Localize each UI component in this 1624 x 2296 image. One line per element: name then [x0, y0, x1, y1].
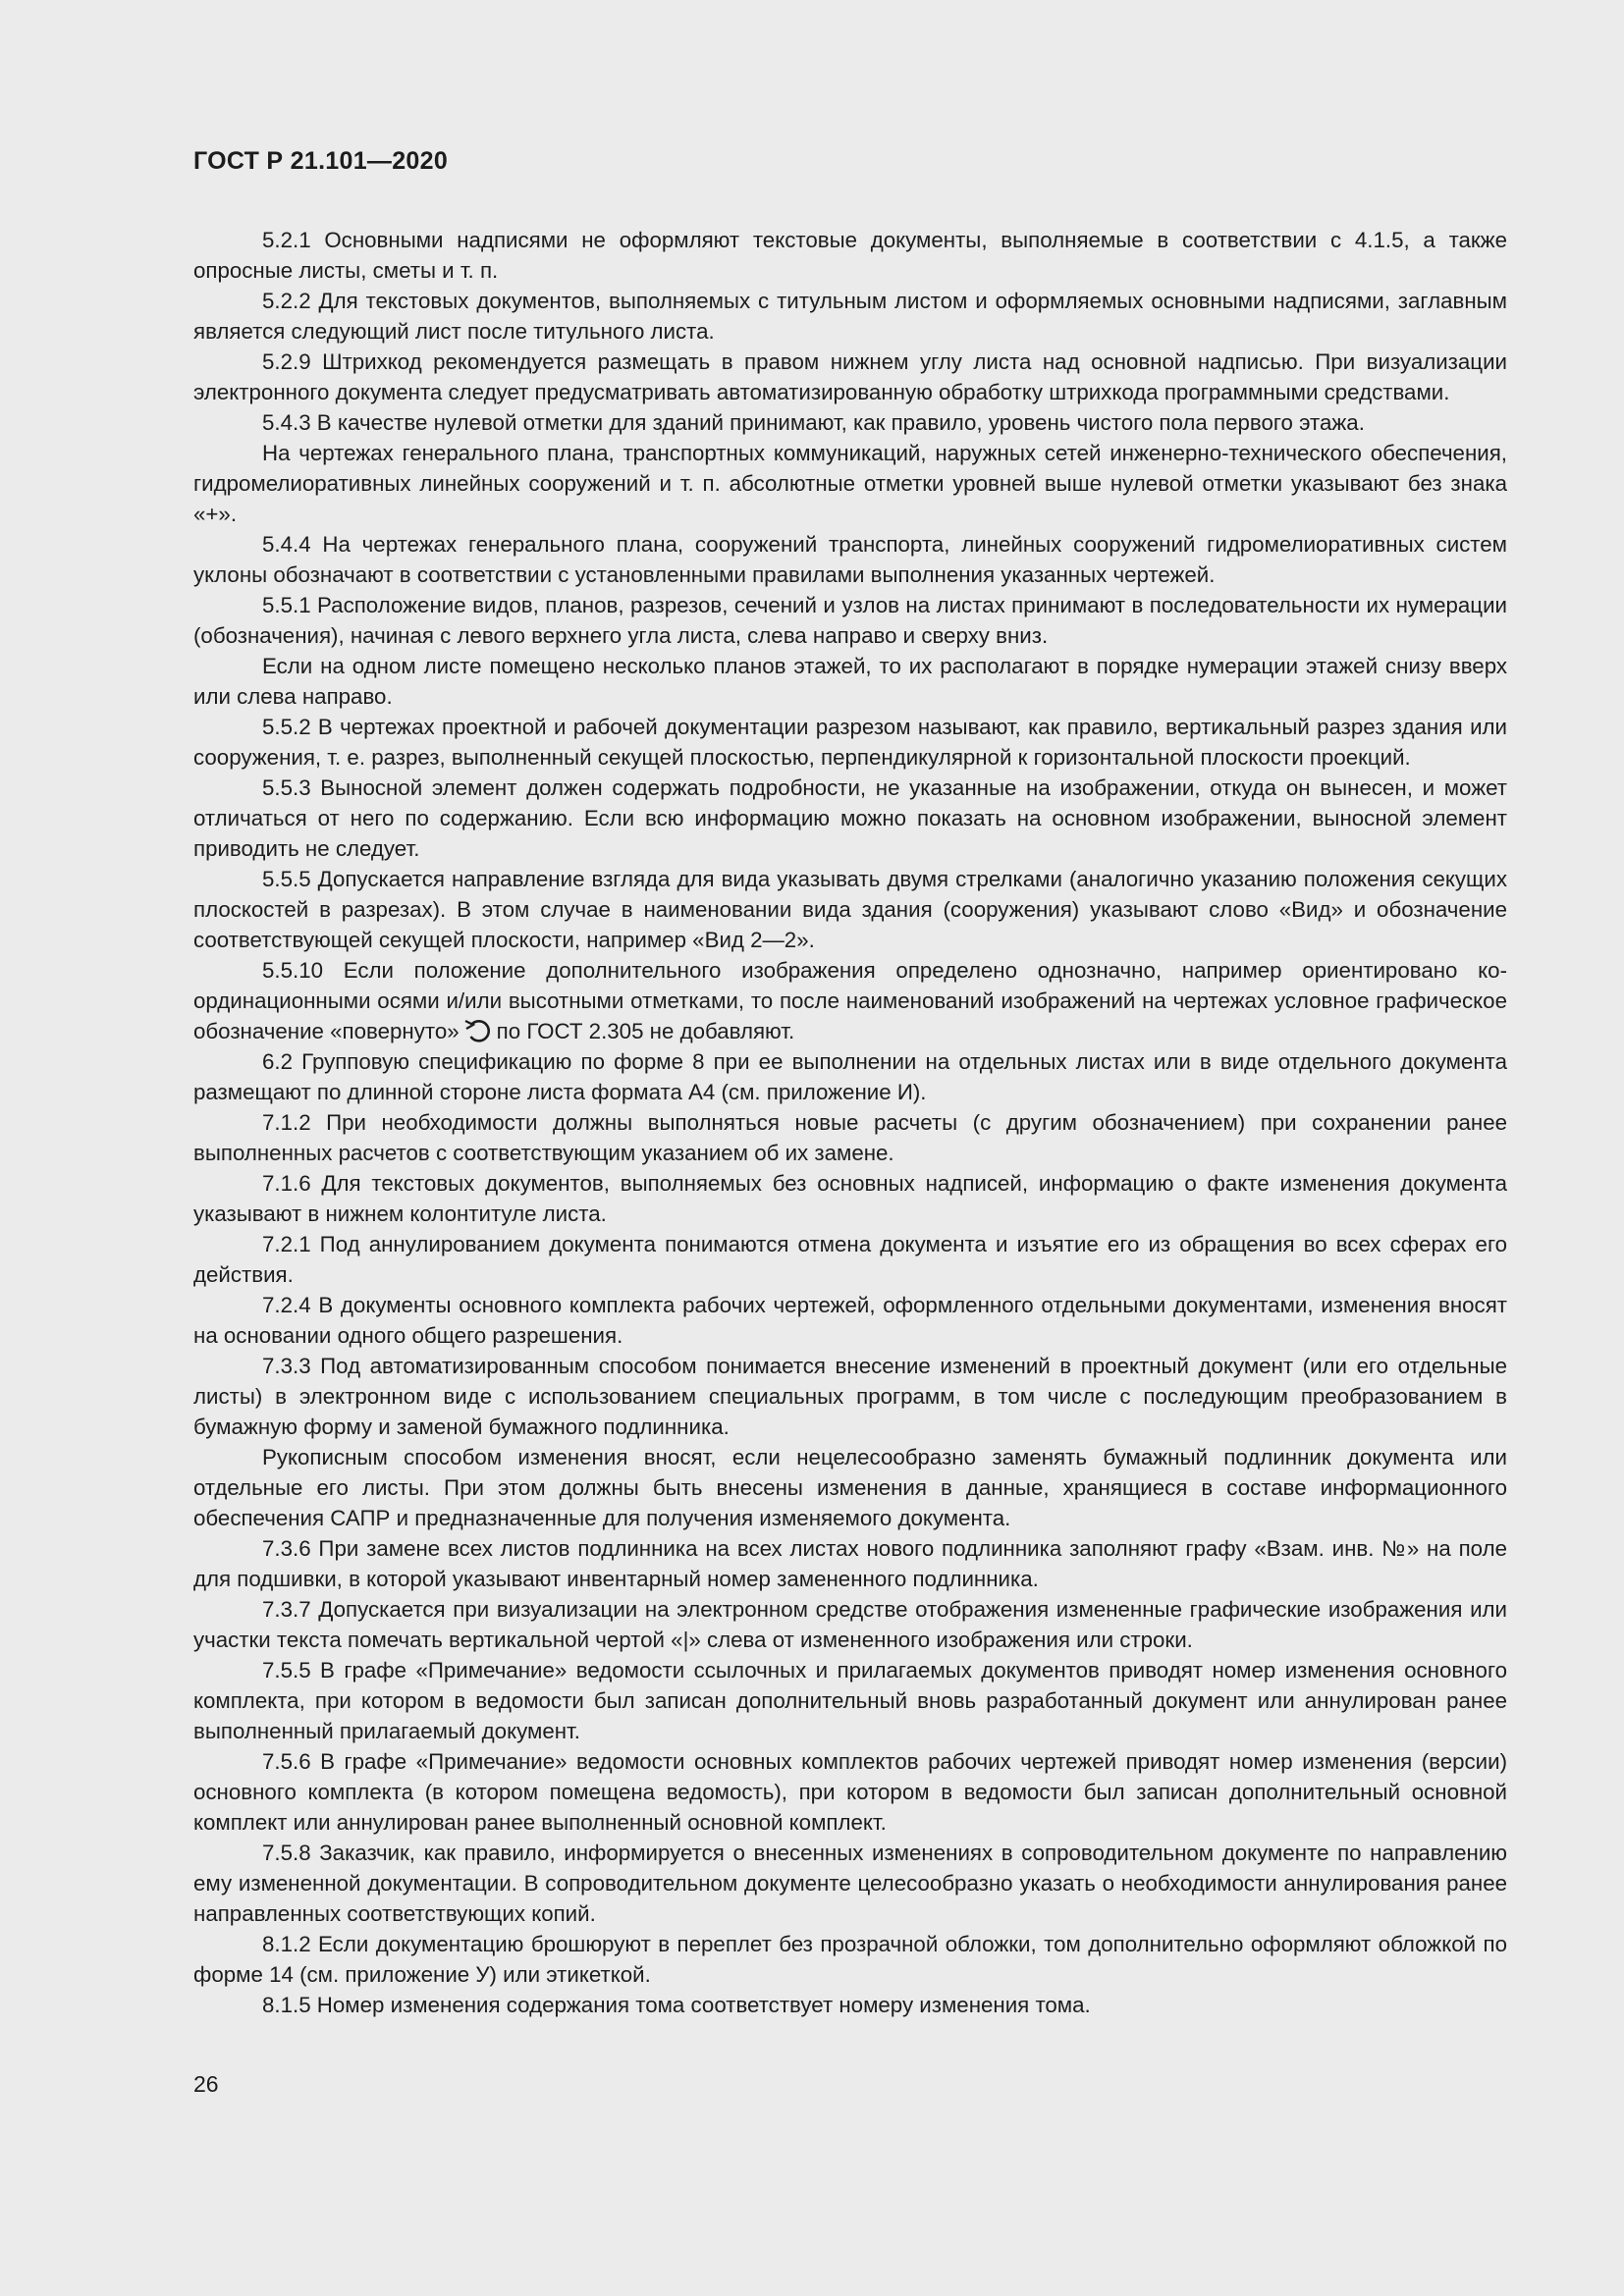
rotated-symbol-icon	[463, 1018, 495, 1043]
paragraph-7-5-5: 7.5.5 В графе «Примечание» ведомости ссылочных и прилагаемых документов приводят номер изменения основного комплекта, при котором в ведомости был записан дополнительный вновь разработанный документ или аннулирован ранее выполненный прилагаемый документ.	[193, 1658, 1507, 1743]
paragraph-8-1-2: 8.1.2 Если документацию брошюруют в переплет без прозрачной обложки, том дополнительно оформляют обложкой по форме 14 (см. приложение У) или этикеткой.	[193, 1932, 1507, 1987]
paragraph-7-2-1: 7.2.1 Под аннулированием документа понимаются отмена документа и изъятие его из обращения во всех сферах его действия.	[193, 1232, 1507, 1287]
paragraph-7-1-6: 7.1.6 Для текстовых документов, выполняемых без основных надписей, информацию о факте изменения документа указывают в нижнем колонтитуле листа.	[193, 1171, 1507, 1226]
paragraph-5-5-10	[193, 955, 1507, 1046]
paragraph-5-5-3: 5.5.3 Выносной элемент должен содержать подробности, не указанные на изображении, откуда он вынесен, и может отличаться от него по содержанию. Если всю информацию можно показать на основном изображении, выносной элемент приводить не следует.	[193, 775, 1507, 861]
paragraph-7-3-3-continued: Рукописным способом изменения вносят, если нецелесообразно заменять бумажный подлинник документа или отдельные его листы. При этом должны быть внесены изменения в данные, хранящиеся в составе информационного обеспечения САПР и предназначенные для получения изменяемого документа.	[193, 1445, 1507, 1530]
paragraph-5-4-3-continued: На чертежах генерального плана, транспортных коммуникаций, наружных сетей инженерно-технического обеспечения, гидромелиоративных линейных сооружений и т. п. абсолютные отметки уровней выше нулевой отметки указывают без знака «+».	[193, 441, 1507, 526]
document-header: ГОСТ Р 21.101—2020	[193, 147, 449, 175]
paragraph-5-5-5: 5.5.5 Допускается направление взгляда для вида указывать двумя стрелками (аналогично указанию положения секущих плоскостей в разрезах). В этом случае в наименовании вида здания (сооружения) указывают слово «Вид» и обозначение соответствующей секущей плоскости, например «Вид 2—2».	[193, 867, 1507, 952]
paragraph-7-2-4: 7.2.4 В документы основного комплекта рабочих чертежей, оформленного отдельными документами, изменения вносят на основании одного общего разрешения.	[193, 1293, 1507, 1348]
paragraph-5-5-10-text: 5.5.10 Если положение дополнительного изображения определено однозначно, например ориентировано координационными осями и/или высотными отметками, то после наименований изображений на чертежах условное графическое обозначение «повернуто»	[193, 958, 1507, 1043]
page-number: 26	[193, 2071, 219, 2097]
paragraph-7-3-7: 7.3.7 Допускается при визуализации на электронном средстве отображения измененные графические изображения или участки текста помечать вертикальной чертой «|» слева от измененного изображения или строки.	[193, 1597, 1507, 1652]
document-body	[193, 225, 1507, 2020]
paragraph-7-5-8: 7.5.8 Заказчик, как правило, информируется о внесенных изменениях в сопроводительном документе по направлению ему измененной документации. В сопроводительном документе целесообразно указать о необходимости аннулирования ранее направленных соответствующих копий.	[193, 1841, 1507, 1926]
paragraph-5-2-9: 5.2.9 Штрихкод рекомендуется размещать в правом нижнем углу листа над основной надписью. При визуализации электронного документа следует предусматривать автоматизированную обработку штрихкода программными средствами.	[193, 349, 1507, 404]
paragraph-5-5-1-continued: Если на одном листе помещено несколько планов этажей, то их располагают в порядке нумерации этажей снизу вверх или слева направо.	[193, 654, 1507, 709]
paragraph-5-2-2: 5.2.2 Для текстовых документов, выполняемых с титульным листом и оформляемых основными надписями, заглавным является следующий лист после титульного листа.	[193, 289, 1507, 344]
paragraph-7-5-6: 7.5.6 В графе «Примечание» ведомости основных комплектов рабочих чертежей приводят номер изменения (версии) основного комплекта (в котором помещена ведомость), при котором в ведомости был записан дополнительный основной комплект или аннулирован ранее выполненный основной комплект.	[193, 1749, 1507, 1835]
paragraph-5-4-3: 5.4.3 В качестве нулевой отметки для зданий принимают, как правило, уровень чистого пола первого этажа.	[262, 410, 1365, 435]
paragraph-6-2: 6.2 Групповую спецификацию по форме 8 при ее выполнении на отдельных листах или в виде отдельного документа размещают по длинной стороне листа формата А4 (см. приложение И).	[193, 1049, 1507, 1104]
paragraph-8-1-5: 8.1.5 Номер изменения содержания тома соответствует номеру изменения тома.	[262, 1993, 1091, 2017]
paragraph-7-3-3: 7.3.3 Под автоматизированным способом понимается внесение изменений в проектный документ (или его отдельные листы) в электронном виде с использованием специальных программ, в том числе с последующим преобразованием в бумажную форму и заменой бумажного подлинника.	[193, 1354, 1507, 1439]
paragraph-5-5-1: 5.5.1 Расположение видов, планов, разрезов, сечений и узлов на листах принимают в последовательности их нумерации (обозначения), начиная с левого верхнего угла листа, слева направо и сверху вниз.	[193, 593, 1507, 648]
paragraph-7-1-2: 7.1.2 При необходимости должны выполняться новые расчеты (с другим обозначением) при сохранении ранее выполненных расчетов с соответствующим указанием об их замене.	[193, 1110, 1507, 1165]
paragraph-5-5-10-text-end: по ГОСТ 2.305 не добавляют.	[496, 1019, 795, 1043]
paragraph-7-3-6: 7.3.6 При замене всех листов подлинника на всех листах нового подлинника заполняют графу «Взам. инв. №» на поле для подшивки, в которой указывают инвентарный номер замененного подлинника.	[193, 1536, 1507, 1591]
paragraph-5-4-4: 5.4.4 На чертежах генерального плана, сооружений транспорта, линейных сооружений гидромелиоративных систем уклоны обозначают в соответствии с установленными правилами выполнения указанных чертежей.	[193, 532, 1507, 587]
paragraph-5-5-2: 5.5.2 В чертежах проектной и рабочей документации разрезом называют, как правило, вертикальный разрез здания или сооружения, т. е. разрез, выполненный секущей плоскостью, перпендикулярной к горизонтальной плоскости проекций.	[193, 715, 1507, 770]
paragraph-5-2-1: 5.2.1 Основными надписями не оформляют текстовые документы, выполняемые в соответствии с 4.1.5, а также опросные листы, сметы и т. п.	[193, 228, 1507, 283]
